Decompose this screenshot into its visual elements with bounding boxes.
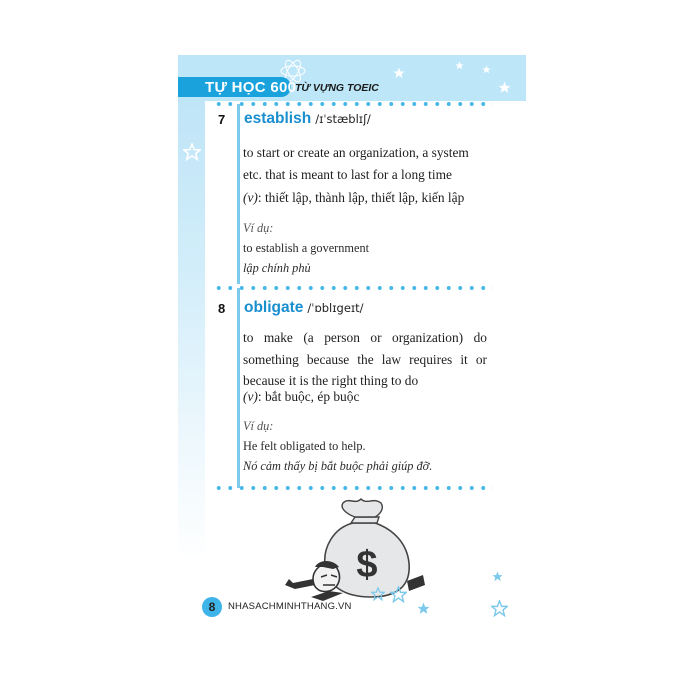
example-label: Ví dụ: [243, 221, 274, 235]
book-title: TỰ HỌC 600 [205, 79, 297, 96]
star-icon [417, 602, 430, 615]
definition-line: etc. that is meant to last for a long time [243, 166, 452, 182]
star-icon [482, 65, 491, 74]
example-english: to establish a government [243, 241, 370, 255]
definition-line: to start or create an organization, a system [243, 145, 469, 160]
entry-definition [243, 142, 487, 209]
example-vietnamese: lập chính phủ [243, 261, 311, 275]
entry-number: 8 [218, 301, 226, 316]
part-of-speech: (v) [243, 190, 258, 205]
meaning-line [243, 187, 487, 209]
book-page [178, 55, 526, 630]
star-icon [455, 61, 464, 70]
star-icon [492, 571, 503, 582]
example-vietnamese: Nó cảm thấy bị bắt buộc phải giúp đỡ. [243, 459, 433, 473]
example-block [243, 416, 493, 476]
entry-number: 7 [218, 112, 226, 127]
headword: obligate [244, 299, 304, 316]
example-english: He felt obligated to help. [243, 439, 366, 453]
ipa: /ˈɒblɪgeɪt/ [307, 301, 364, 315]
star-outline-icon [491, 600, 508, 617]
definition-text: to make (a person or organization) do something because the law requires it or because it is the right thing to do [243, 330, 487, 388]
entry-headword [244, 110, 371, 128]
dotted-divider [213, 486, 493, 490]
ipa: /ɪˈstæblɪʃ/ [315, 112, 371, 126]
dotted-divider [213, 286, 493, 290]
star-icon [393, 67, 405, 79]
example-label: Ví dụ: [243, 419, 274, 433]
page-number-badge: 8 [202, 597, 222, 617]
vietnamese-meaning: : bắt buộc, ép buộc [257, 389, 360, 404]
star-outline-icon [371, 587, 385, 601]
entry-vertical-rule [237, 288, 240, 488]
star-icon [498, 81, 511, 94]
star-outline-icon [390, 586, 407, 603]
publisher-website: NHASACHMINHTHANG.VN [228, 601, 352, 612]
left-sidebar-gradient [178, 101, 205, 561]
entry-vertical-rule [237, 104, 240, 284]
svg-text:$: $ [356, 544, 378, 586]
entry-headword [244, 299, 364, 317]
part-of-speech: (v) [243, 389, 258, 404]
star-outline-icon [183, 143, 201, 161]
money-bag-man-icon [283, 493, 433, 603]
entry-definition [243, 327, 487, 392]
meaning-line [243, 386, 487, 408]
example-block [243, 218, 493, 278]
vietnamese-meaning: : thiết lập, thành lập, thiết lập, kiến lập [257, 190, 465, 205]
book-subtitle: TỪ VỰNG TOEIC [295, 82, 379, 94]
headword: establish [244, 110, 312, 127]
dotted-divider [213, 102, 493, 106]
